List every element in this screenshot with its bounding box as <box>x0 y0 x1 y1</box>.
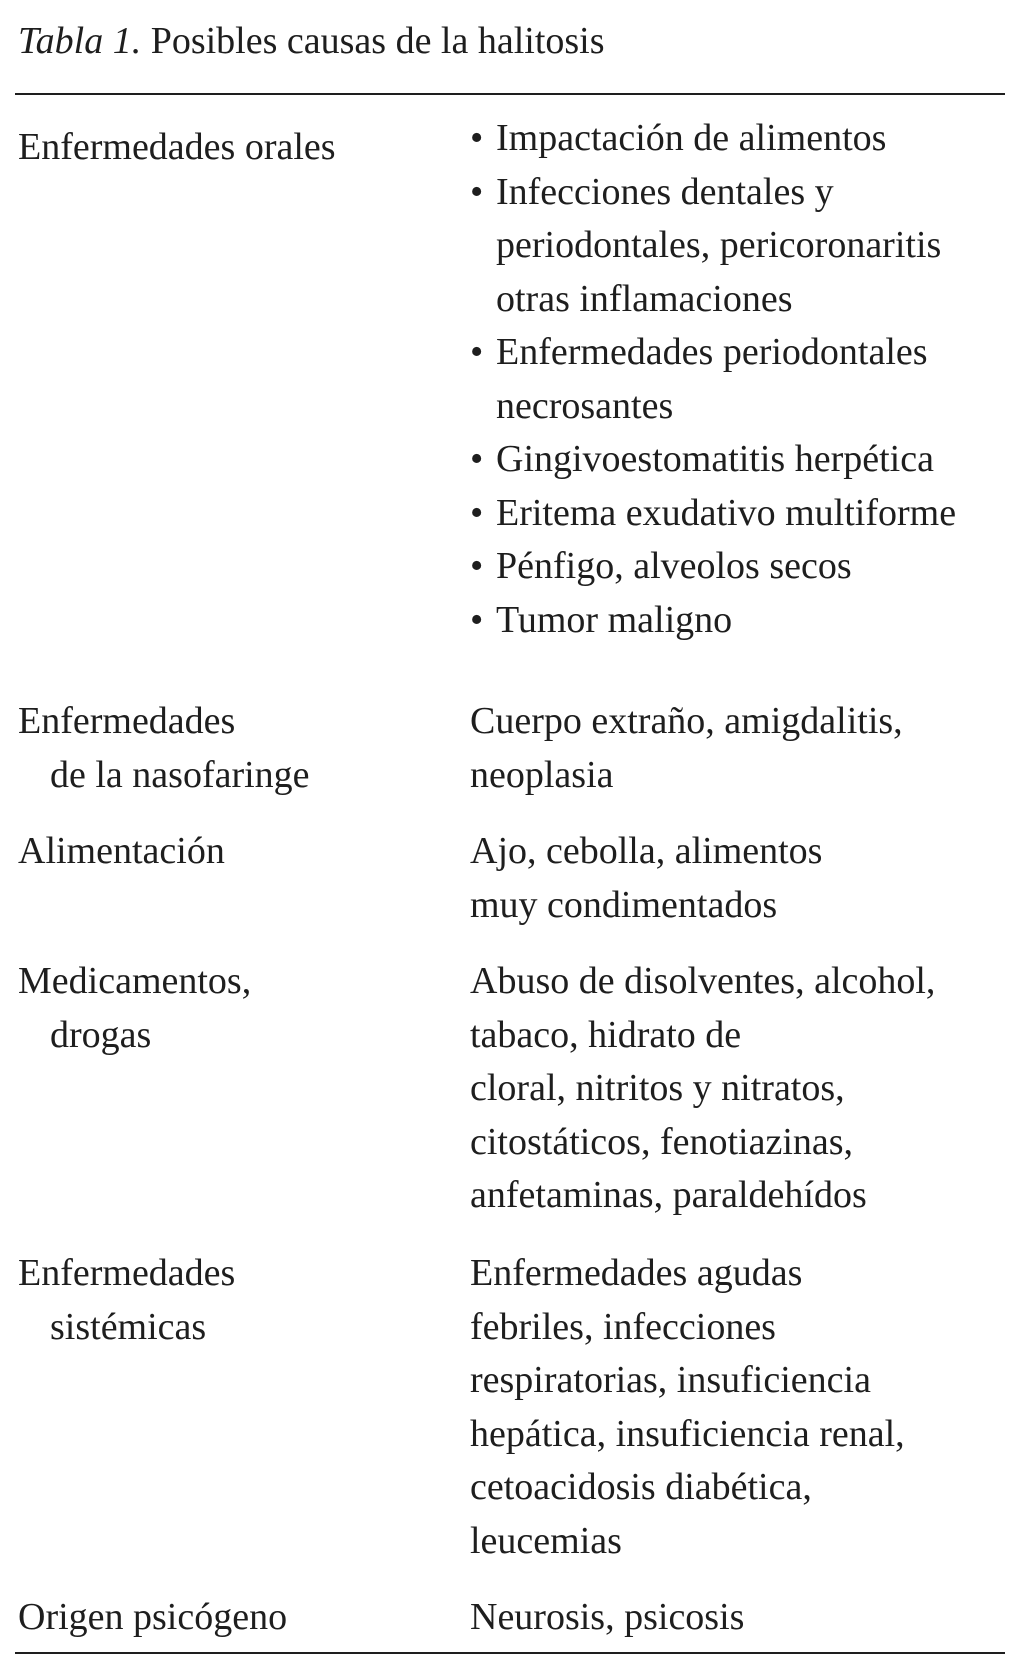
list-item: • Impactación de alimentos <box>470 112 956 166</box>
text-line: hepática, insuficiencia renal, <box>470 1412 905 1455</box>
row-text-alimentacion <box>470 825 822 932</box>
row-category-psicogeno <box>18 1591 287 1645</box>
bullet-icon: • <box>470 545 484 587</box>
bullet-icon: • <box>470 170 484 213</box>
text-line: Cuerpo extraño, amigdalitis, <box>470 700 903 742</box>
list-item: • Infecciones dentales y <box>470 166 956 220</box>
text-line: citostáticos, fenotiazinas, <box>470 1120 854 1163</box>
category-line: de la nasofaringe <box>50 753 310 796</box>
row-category-nasofaringe <box>18 695 310 802</box>
text-line: leucemias <box>470 1519 622 1562</box>
top-rule <box>15 93 1005 95</box>
category-line: sistémicas <box>50 1305 207 1348</box>
text-line: neoplasia <box>470 753 614 796</box>
text-line: respiratorias, insuficiencia <box>470 1359 871 1401</box>
category-line: Enfermedades orales <box>18 126 336 168</box>
list-item: • Enfermedades periodontales <box>470 326 956 380</box>
table-caption <box>18 16 605 66</box>
list-item: • Pénfigo, alveolos secos <box>470 540 956 594</box>
category-line: Alimentación <box>18 830 225 872</box>
category-line: drogas <box>50 1013 152 1056</box>
category-line: Medicamentos, <box>18 960 252 1002</box>
table-title: Posibles causas de la halitosis <box>150 20 605 62</box>
text-line: Ajo, cebolla, alimentos <box>470 830 823 872</box>
list-item: • Gingivoestomatitis herpética <box>470 433 956 487</box>
bullet-icon: • <box>470 598 484 641</box>
list-item: • Tumor maligno <box>470 594 956 648</box>
text-line: Enfermedades agudas <box>470 1252 803 1294</box>
text-line: Abuso de disolventes, alcohol, <box>470 960 936 1002</box>
row-category-medicamentos <box>18 955 251 1062</box>
bullet-icon: • <box>470 491 484 534</box>
bullet-icon: • <box>470 331 484 373</box>
row-items-oral <box>470 112 956 647</box>
row-text-nasofaringe <box>470 695 903 802</box>
row-text-medicamentos <box>470 955 935 1223</box>
table-label: Tabla 1. <box>18 20 142 62</box>
row-category-alimentacion <box>18 825 225 879</box>
row-text-sistemicas <box>470 1247 905 1568</box>
text-line: febriles, infecciones <box>470 1305 776 1348</box>
category-line: Enfermedades <box>18 700 236 742</box>
text-line: anfetaminas, paraldehídos <box>470 1174 867 1216</box>
bullet-icon: • <box>470 438 484 480</box>
bullet-icon: • <box>470 117 484 159</box>
bottom-rule <box>15 1652 1005 1654</box>
category-line: Enfermedades <box>18 1252 236 1294</box>
list-item-continuation: necrosantes <box>496 384 674 427</box>
row-category-sistemicas <box>18 1247 235 1354</box>
row-text-psicogeno <box>470 1591 744 1645</box>
list-item-continuation: periodontales, pericoronaritis <box>496 224 942 266</box>
list-item-continuation: otras inflamaciones <box>496 277 793 320</box>
row-category-oral <box>18 121 336 175</box>
text-line: Neurosis, psicosis <box>470 1596 745 1638</box>
list-item: • Eritema exudativo multiforme <box>470 487 956 541</box>
text-line: muy condimentados <box>470 883 778 926</box>
text-line: cetoacidosis diabética, <box>470 1466 812 1508</box>
text-line: tabaco, hidrato de <box>470 1013 742 1056</box>
category-line: Origen psicógeno <box>18 1596 288 1638</box>
text-line: cloral, nitritos y nitratos, <box>470 1067 845 1109</box>
